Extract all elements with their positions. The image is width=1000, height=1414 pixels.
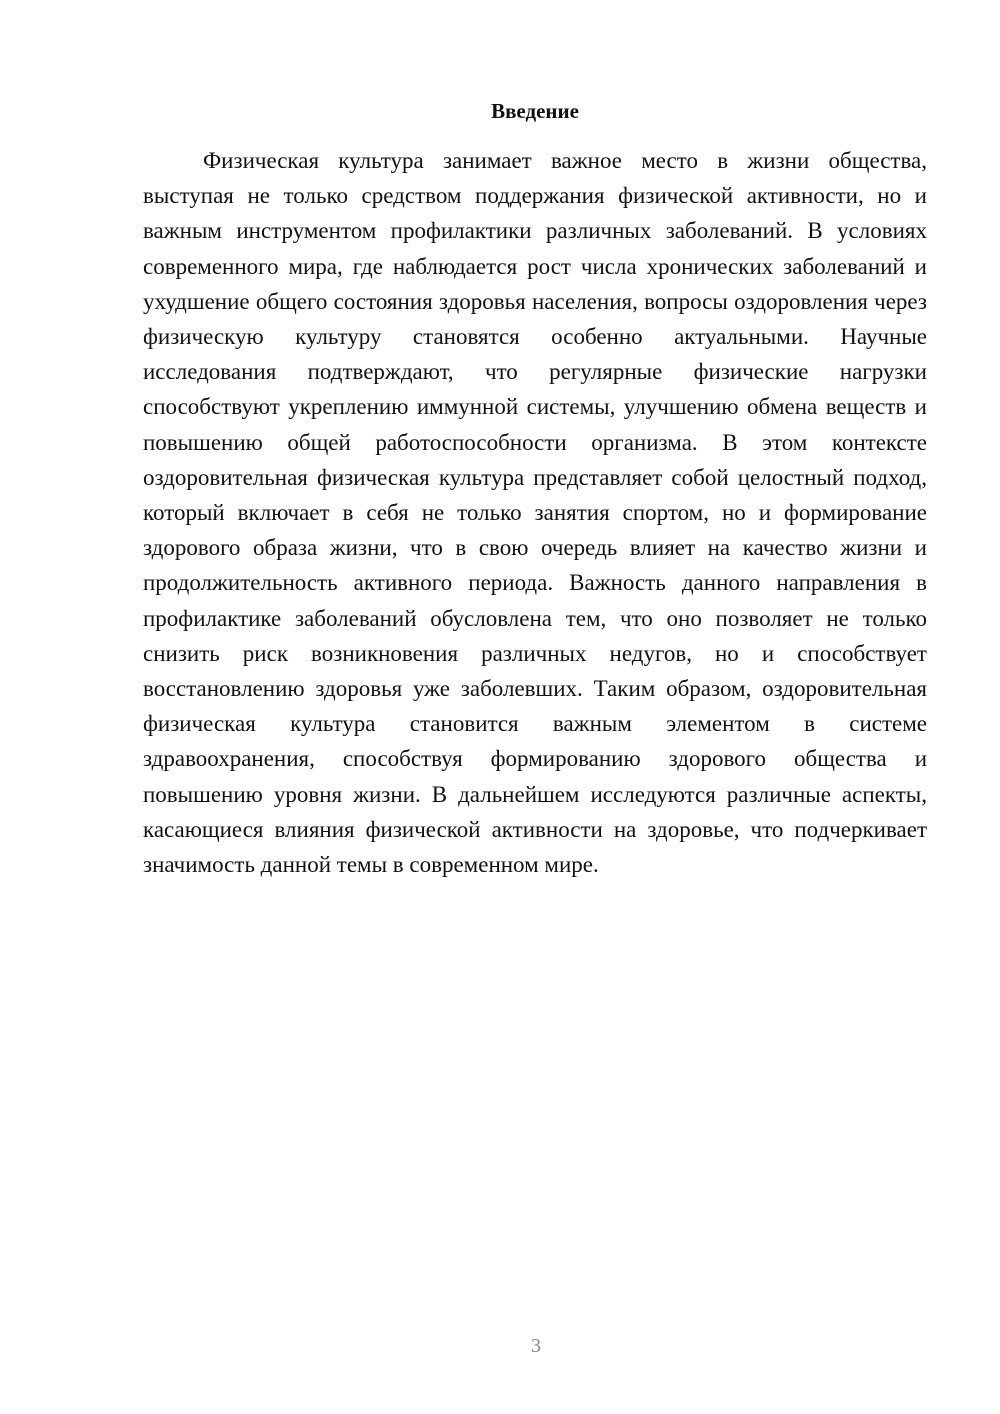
body-paragraph: Физическая культура занимает важное место в жизни общества, выступая не только средством поддержания физической активности, но и важным инструментом профилактики различных заболеваний. В условиях современного мира, где наблюдается рост числа хронических заболеваний и ухудшение общего состояния здоровья населения, вопросы оздоровления через физическую культуру становятся особенно актуальными. Научные исследования подтверждают, что регулярные физические нагрузки способствуют укреплению иммунной системы, улучшению обмена веществ и повышению общей работоспособности организма. В этом контексте оздоровительная физическая культура представляет собой целостный подход, который включает в себя не только занятия спортом, но и формирование здорового образа жизни, что в свою очередь влияет на качество жизни и продолжительность активного периода. Важность данного направления в профилактике заболеваний обусловлена тем, что оно позволяет не только снизить риск возникновения различных недугов, но и способствует восстановлению здоровья уже заболевших. Таким образом, оздоровительная физическая культура становится важным элементом в системе здравоохранения, способствуя формированию здорового общества и повышению уровня жизни. В дальнейшем исследуются различные аспекты, касающиеся влияния физической активности на здоровье, что подчеркивает значимость данной темы в современном мире. xyxy=(143,148,927,878)
page-number: 3 xyxy=(531,1335,541,1357)
section-heading: Введение xyxy=(491,99,579,123)
